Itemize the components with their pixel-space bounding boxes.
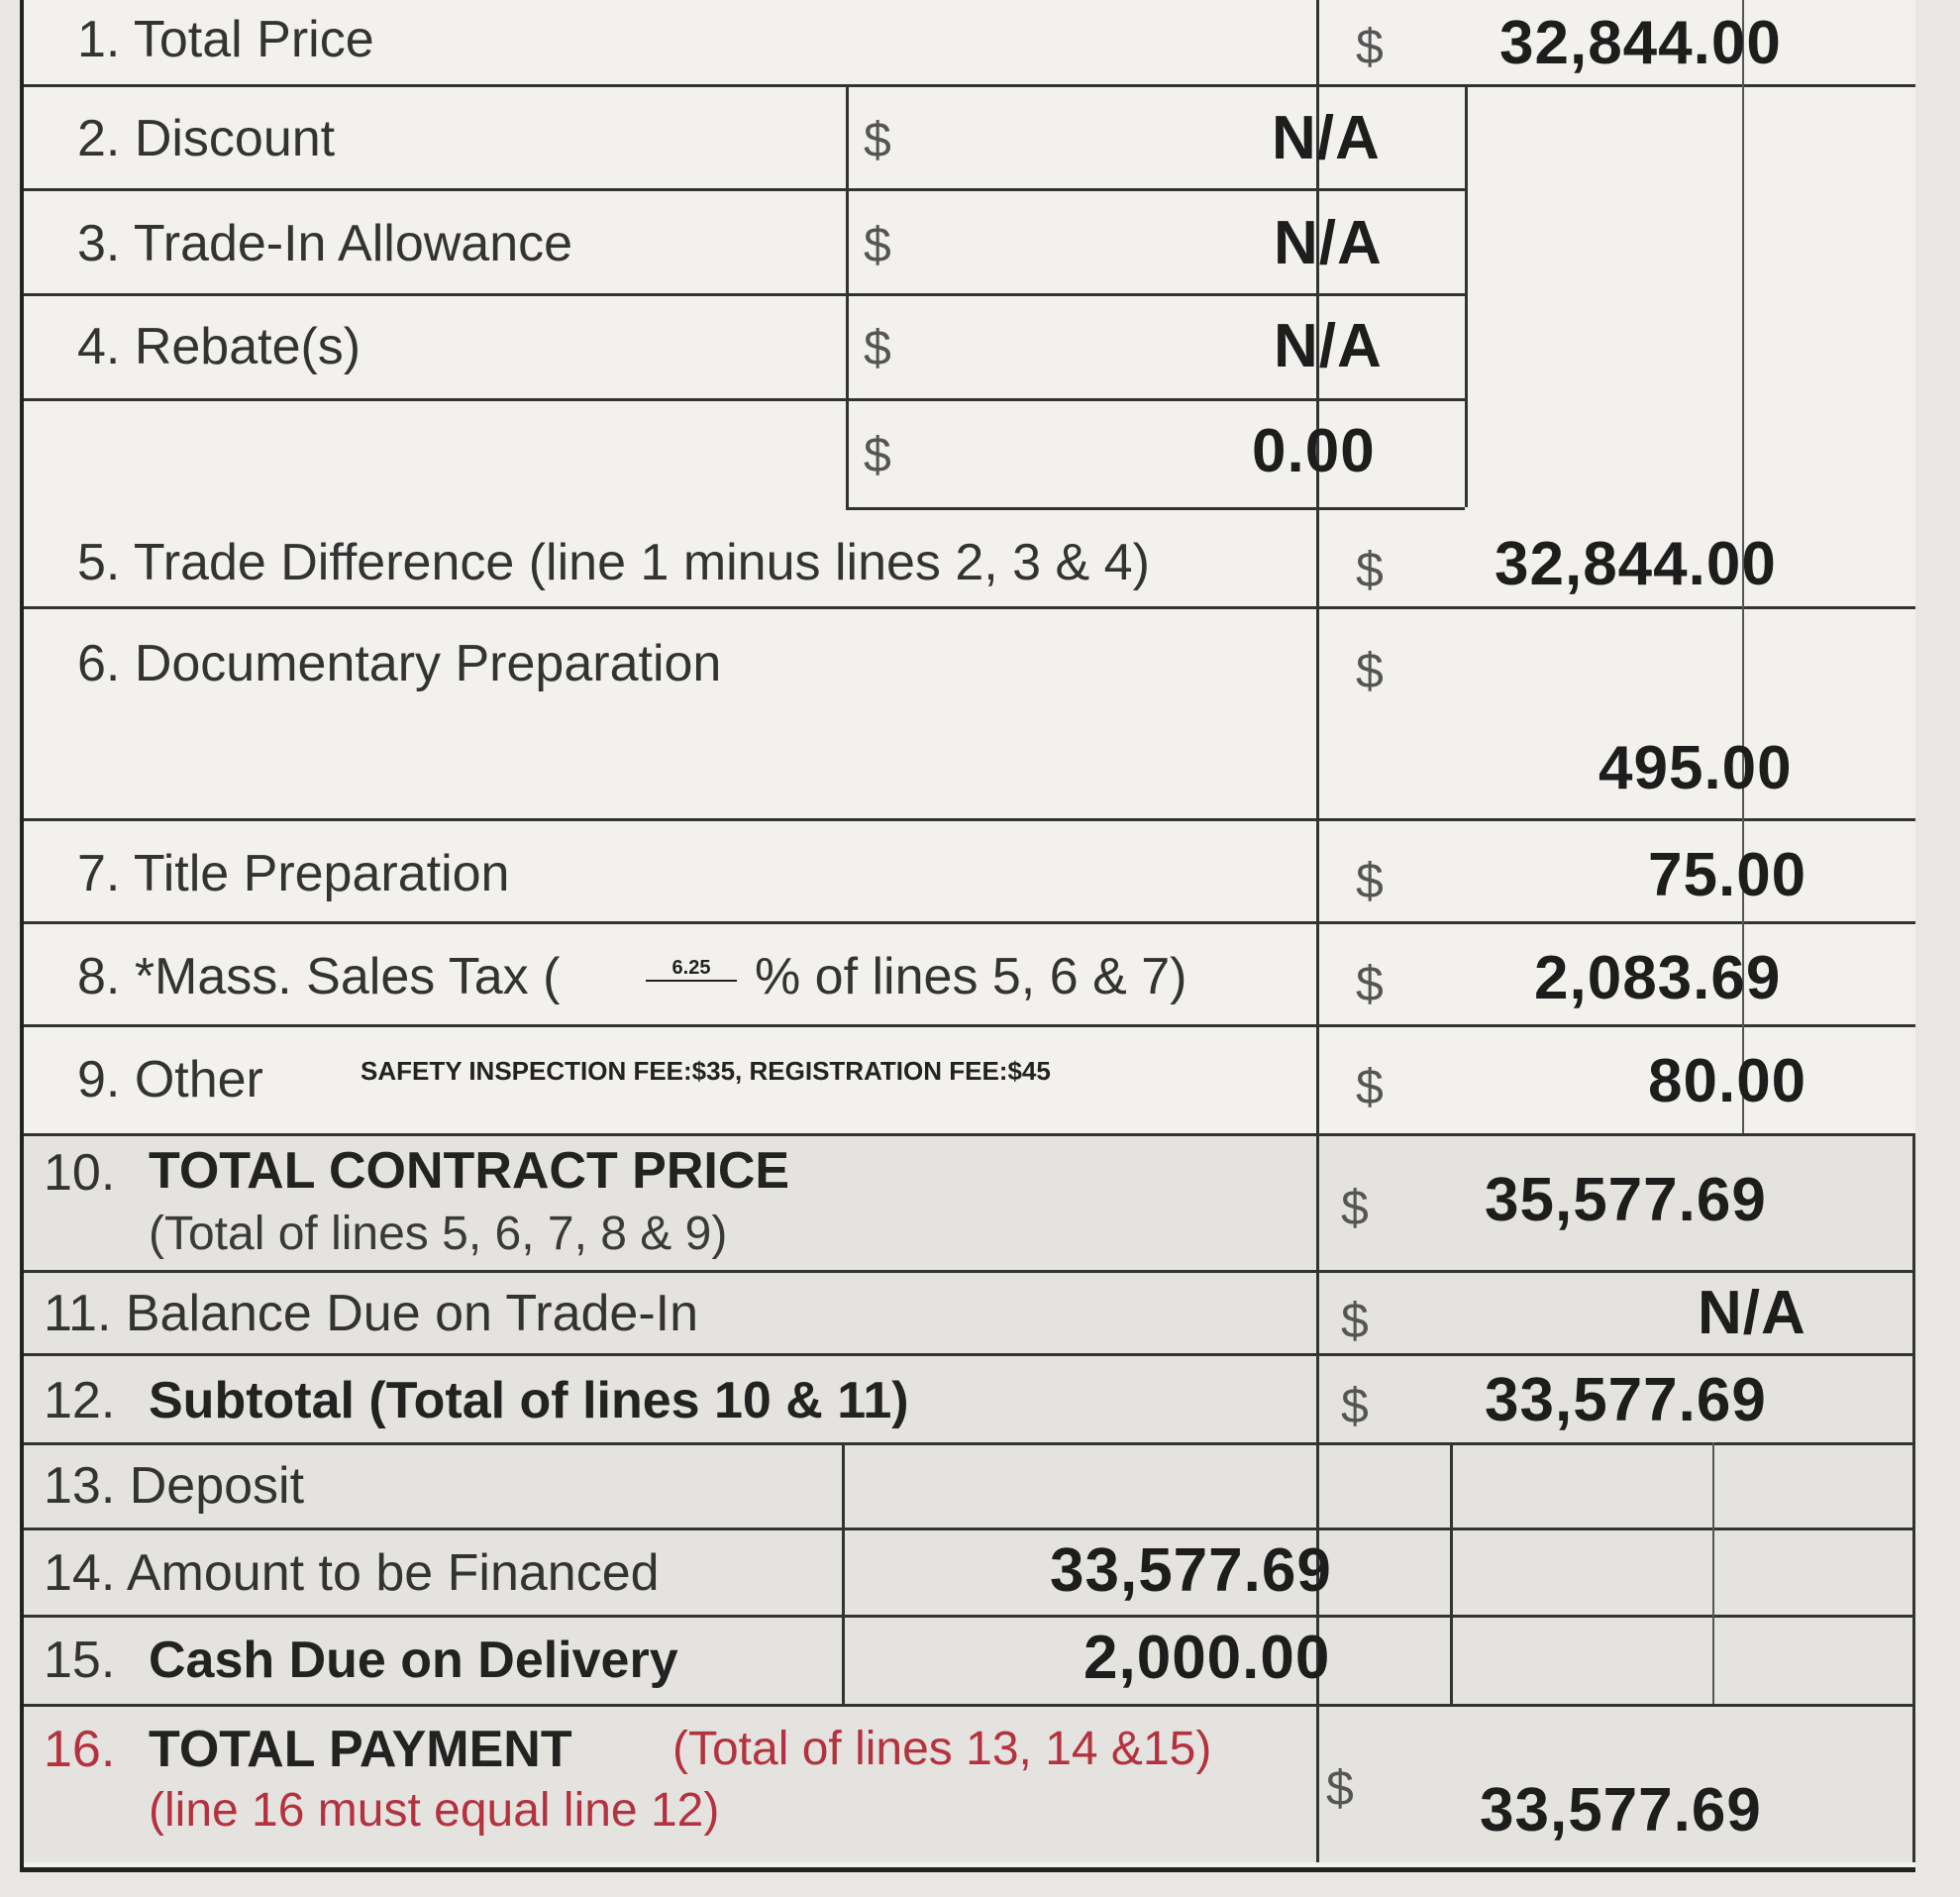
total-contract-dollar-sign: $ (1341, 1180, 1369, 1235)
payment-box-right (1450, 1442, 1453, 1704)
trade-difference-label: 5. Trade Difference (line 1 minus lines 2, 3 & 4) (77, 534, 1150, 591)
rule-5 (24, 606, 1915, 609)
total-payment-label-suffix: (Total of lines 13, 14 &15) (672, 1723, 1212, 1775)
payment-box-left (842, 1442, 845, 1704)
total-payment-label: TOTAL PAYMENT (149, 1721, 572, 1778)
rebates-amount: N/A (1274, 312, 1383, 380)
doc-prep-dollar-sign: $ (1356, 643, 1384, 698)
rule-7 (24, 921, 1915, 924)
deductions-subtotal-amount: 0.00 (1252, 417, 1376, 485)
cash-due-amount: 2,000.00 (1083, 1624, 1331, 1692)
subtotal-amount: 33,577.69 (1485, 1366, 1767, 1434)
total-price-label: 1. Total Price (77, 11, 374, 68)
cents-divider-lower (1712, 1442, 1714, 1704)
form-right-edge (1912, 1133, 1915, 1862)
rule-8 (24, 1024, 1915, 1027)
title-prep-amount: 75.00 (1648, 841, 1807, 909)
sales-tax-label-prefix: 8. *Mass. Sales Tax ( (77, 948, 561, 1005)
trade-difference-amount: 32,844.00 (1495, 530, 1777, 598)
deposit-label: 13. Deposit (44, 1457, 305, 1515)
rule-subtotal-box-bottom (846, 507, 1465, 510)
total-contract-number: 10. (44, 1144, 116, 1202)
sales-tax-dollar-sign: $ (1356, 956, 1384, 1011)
rule-13 (24, 1528, 1915, 1530)
total-payment-note: (line 16 must equal line 12) (149, 1784, 720, 1837)
total-contract-label: TOTAL CONTRACT PRICE (149, 1142, 790, 1200)
rule-3 (24, 293, 1465, 296)
balance-trade-in-label: 11. Balance Due on Trade-In (44, 1285, 699, 1342)
balance-trade-in-dollar-sign: $ (1341, 1293, 1369, 1348)
rule-4 (24, 398, 1465, 401)
other-amount: 80.00 (1648, 1047, 1807, 1115)
total-price-dollar-sign: $ (1356, 19, 1384, 74)
other-fee-note: SAFETY INSPECTION FEE:$35, REGISTRATION FEE:$45 (361, 1056, 1051, 1086)
subtotal-dollar-sign: $ (1341, 1378, 1369, 1433)
total-contract-subtitle: (Total of lines 5, 6, 7, 8 & 9) (149, 1208, 728, 1260)
subtotal-label: Subtotal (Total of lines 10 & 11) (149, 1372, 909, 1429)
subtotal-number: 12. (44, 1372, 116, 1429)
rule-2 (24, 188, 1465, 191)
rule-1 (24, 84, 1915, 87)
total-contract-amount: 35,577.69 (1485, 1166, 1767, 1234)
doc-prep-label: 6. Documentary Preparation (77, 635, 722, 692)
sales-tax-rate: 6.25 (646, 957, 737, 982)
deduction-box-left (846, 84, 849, 507)
sales-tax-amount: 2,083.69 (1534, 944, 1782, 1012)
title-prep-label: 7. Title Preparation (77, 845, 510, 902)
cash-due-number: 15. (44, 1632, 116, 1689)
total-payment-dollar-sign: $ (1326, 1760, 1354, 1816)
price-breakdown-form (20, 0, 1915, 1872)
discount-dollar-sign: $ (864, 112, 891, 167)
total-payment-number: 16. (44, 1721, 116, 1778)
rule-11 (24, 1353, 1915, 1356)
rule-12 (24, 1442, 1915, 1445)
discount-amount: N/A (1272, 104, 1381, 172)
title-prep-dollar-sign: $ (1356, 853, 1384, 908)
sales-tax-label-suffix: % of lines 5, 6 & 7) (755, 948, 1187, 1005)
rule-6 (24, 818, 1915, 821)
rebates-dollar-sign: $ (864, 320, 891, 375)
other-label: 9. Other (77, 1051, 263, 1108)
financed-amount: 33,577.69 (1050, 1536, 1332, 1605)
rule-10 (24, 1270, 1915, 1273)
rule-9 (24, 1133, 1915, 1136)
trade-in-label: 3. Trade-In Allowance (77, 215, 573, 272)
deduction-box-right (1465, 84, 1468, 507)
total-price-amount: 32,844.00 (1499, 9, 1782, 77)
doc-prep-amount: 495.00 (1599, 734, 1793, 802)
rule-15 (24, 1704, 1915, 1707)
trade-difference-dollar-sign: $ (1356, 542, 1384, 597)
discount-label: 2. Discount (77, 110, 336, 167)
total-payment-amount: 33,577.69 (1480, 1776, 1762, 1844)
other-dollar-sign: $ (1356, 1059, 1384, 1114)
trade-in-dollar-sign: $ (864, 217, 891, 272)
rule-14 (24, 1615, 1915, 1618)
financed-label: 14. Amount to be Financed (44, 1544, 660, 1602)
rebates-label: 4. Rebate(s) (77, 318, 361, 375)
cash-due-label: Cash Due on Delivery (149, 1632, 678, 1689)
trade-in-amount: N/A (1274, 209, 1383, 277)
balance-trade-in-amount: N/A (1698, 1279, 1806, 1347)
deductions-dollar-sign: $ (864, 427, 891, 482)
